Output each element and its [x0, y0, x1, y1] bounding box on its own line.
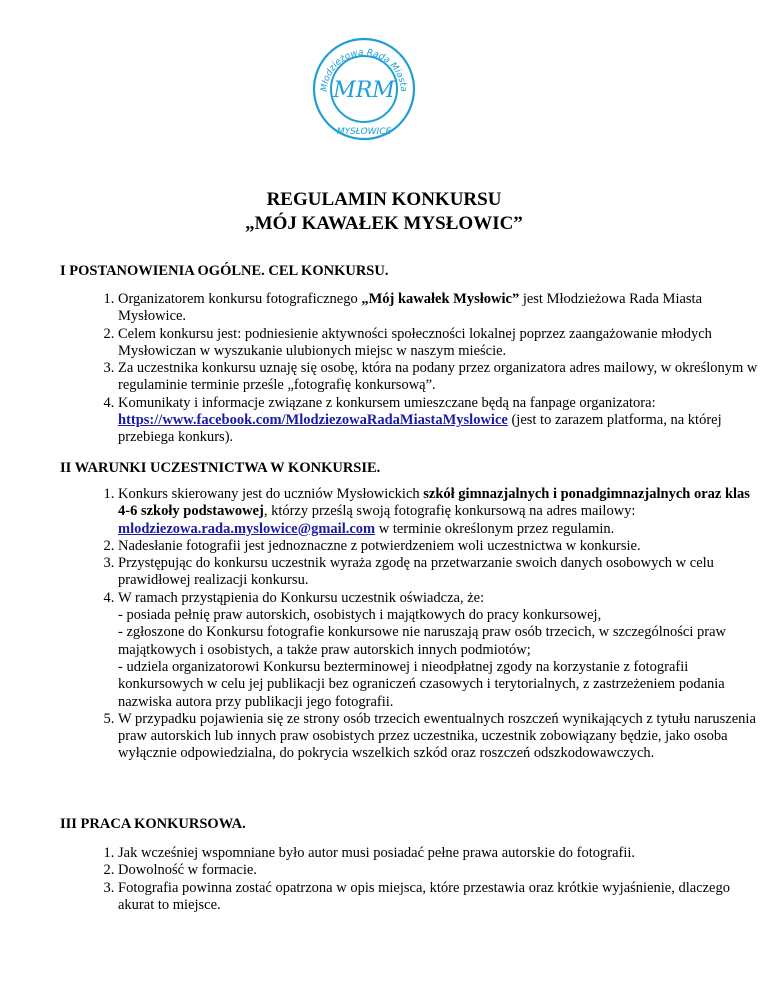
list-item: 2. Celem konkursu jest: podniesienie aktywności społeczności lokalnej poprzez zaangażowanie młodych Mysłowiczan w wyszukanie ulubionych miejsc w naszym mieście.	[118, 326, 758, 361]
section-heading-2: II WARUNKI UCZESTNICTWA W KONKURSIE.	[60, 460, 381, 476]
list-item: 1. Konkurs skierowany jest do uczniów Mysłowickich szkół gimnazjalnych i ponadgimnazjalnych oraz klas 4-6 szkoły podstawowej, którzy prześlą swoją fotografię konkursową na adres mailowy: mlodziezowa.rada.myslowice@gmail.com w terminie określonym przez regulamin.	[118, 486, 758, 538]
logo-bottom-text: MYSŁOWICE	[336, 127, 392, 137]
section-1-list	[80, 291, 758, 447]
section-3-list	[80, 845, 758, 914]
section-heading-1: I POSTANOWIENIA OGÓLNE. CEL KONKURSU.	[60, 263, 389, 279]
list-item: 4. W ramach przystąpienia do Konkursu uczestnik oświadcza, że: - posiada pełnię praw autorskich, osobistych i majątkowych do pracy konkursowej, - zgłoszone do Konkursu fotografie konkursowe nie naruszają praw osób trzecich, w szczególności praw majątkowych i osobistych, a także praw autorskich innych podmiotów; - udziela organizatorowi Konkursu bezterminowej i nieodpłatnej zgody na korzystanie z fotografii konkursowych w celu jej publikacji bez ograniczeń czasowych i terytorialnych, z zastrzeżeniem podania nazwiska autora przy publikacji jego fotografii.	[118, 590, 758, 711]
section-2-list	[80, 486, 758, 763]
email-link[interactable]: mlodziezowa.rada.myslowice@gmail.com	[118, 520, 376, 537]
document-title: REGULAMIN KONKURSU	[266, 189, 502, 210]
document-subtitle: „MÓJ KAWAŁEK MYSŁOWIC”	[245, 213, 523, 234]
list-item: 3. Za uczestnika konkursu uznaję się osobę, która na podany przez organizatora adres mailowy, w określonym w regulaminie terminie prześle „fotografię konkursową”.	[118, 360, 758, 395]
list-item: 2. Nadesłanie fotografii jest jednoznaczne z potwierdzeniem woli uczestnictwa w konkursie.	[118, 538, 758, 555]
mrm-logo	[309, 34, 419, 144]
list-item: 5. W przypadku pojawienia się ze strony osób trzecich ewentualnych roszczeń wynikających z tytułu naruszenia praw autorskich lub innych praw osobistych przez uczestnika, uczestnik zobowiązany będzie, jako osoba wyłącznie odpowiedzialna, do pokrycia wszelkich szkód oraz roszczeń odszkodowawczych.	[118, 711, 758, 763]
list-item: 2. Dowolność w formacie.	[118, 862, 758, 879]
facebook-link[interactable]: https://www.facebook.com/MlodziezowaRadaMiastaMyslowice	[118, 412, 508, 429]
list-item: 1. Jak wcześniej wspomniane było autor musi posiadać pełne prawa autorskie do fotografii.	[118, 845, 758, 862]
logo-top-text: Młodzieżowa Rada Miasta	[319, 47, 409, 93]
list-item: 1. Organizatorem konkursu fotograficznego „Mój kawałek Mysłowic” jest Młodzieżowa Rada Miasta Mysłowice.	[118, 291, 758, 326]
list-item: 3. Przystępując do konkursu uczestnik wyraża zgodę na przetwarzanie swoich danych osobowych w celu prawidłowej realizacji konkursu.	[118, 555, 758, 590]
logo-initials: MRM	[333, 78, 395, 103]
list-item: 3. Fotografia powinna zostać opatrzona w opis miejsca, które przestawia oraz krótkie wyjaśnienie, dlaczego akurat to miejsce.	[118, 880, 758, 915]
section-heading-3: III PRACA KONKURSOWA.	[60, 816, 246, 832]
list-item: 4. Komunikaty i informacje związane z konkursem umieszczane będą na fanpage organizatora: https://www.facebook.com/MlodziezowaRadaMiastaMyslowice (jest to zarazem platforma, na której przebiega konkurs).	[118, 395, 758, 447]
